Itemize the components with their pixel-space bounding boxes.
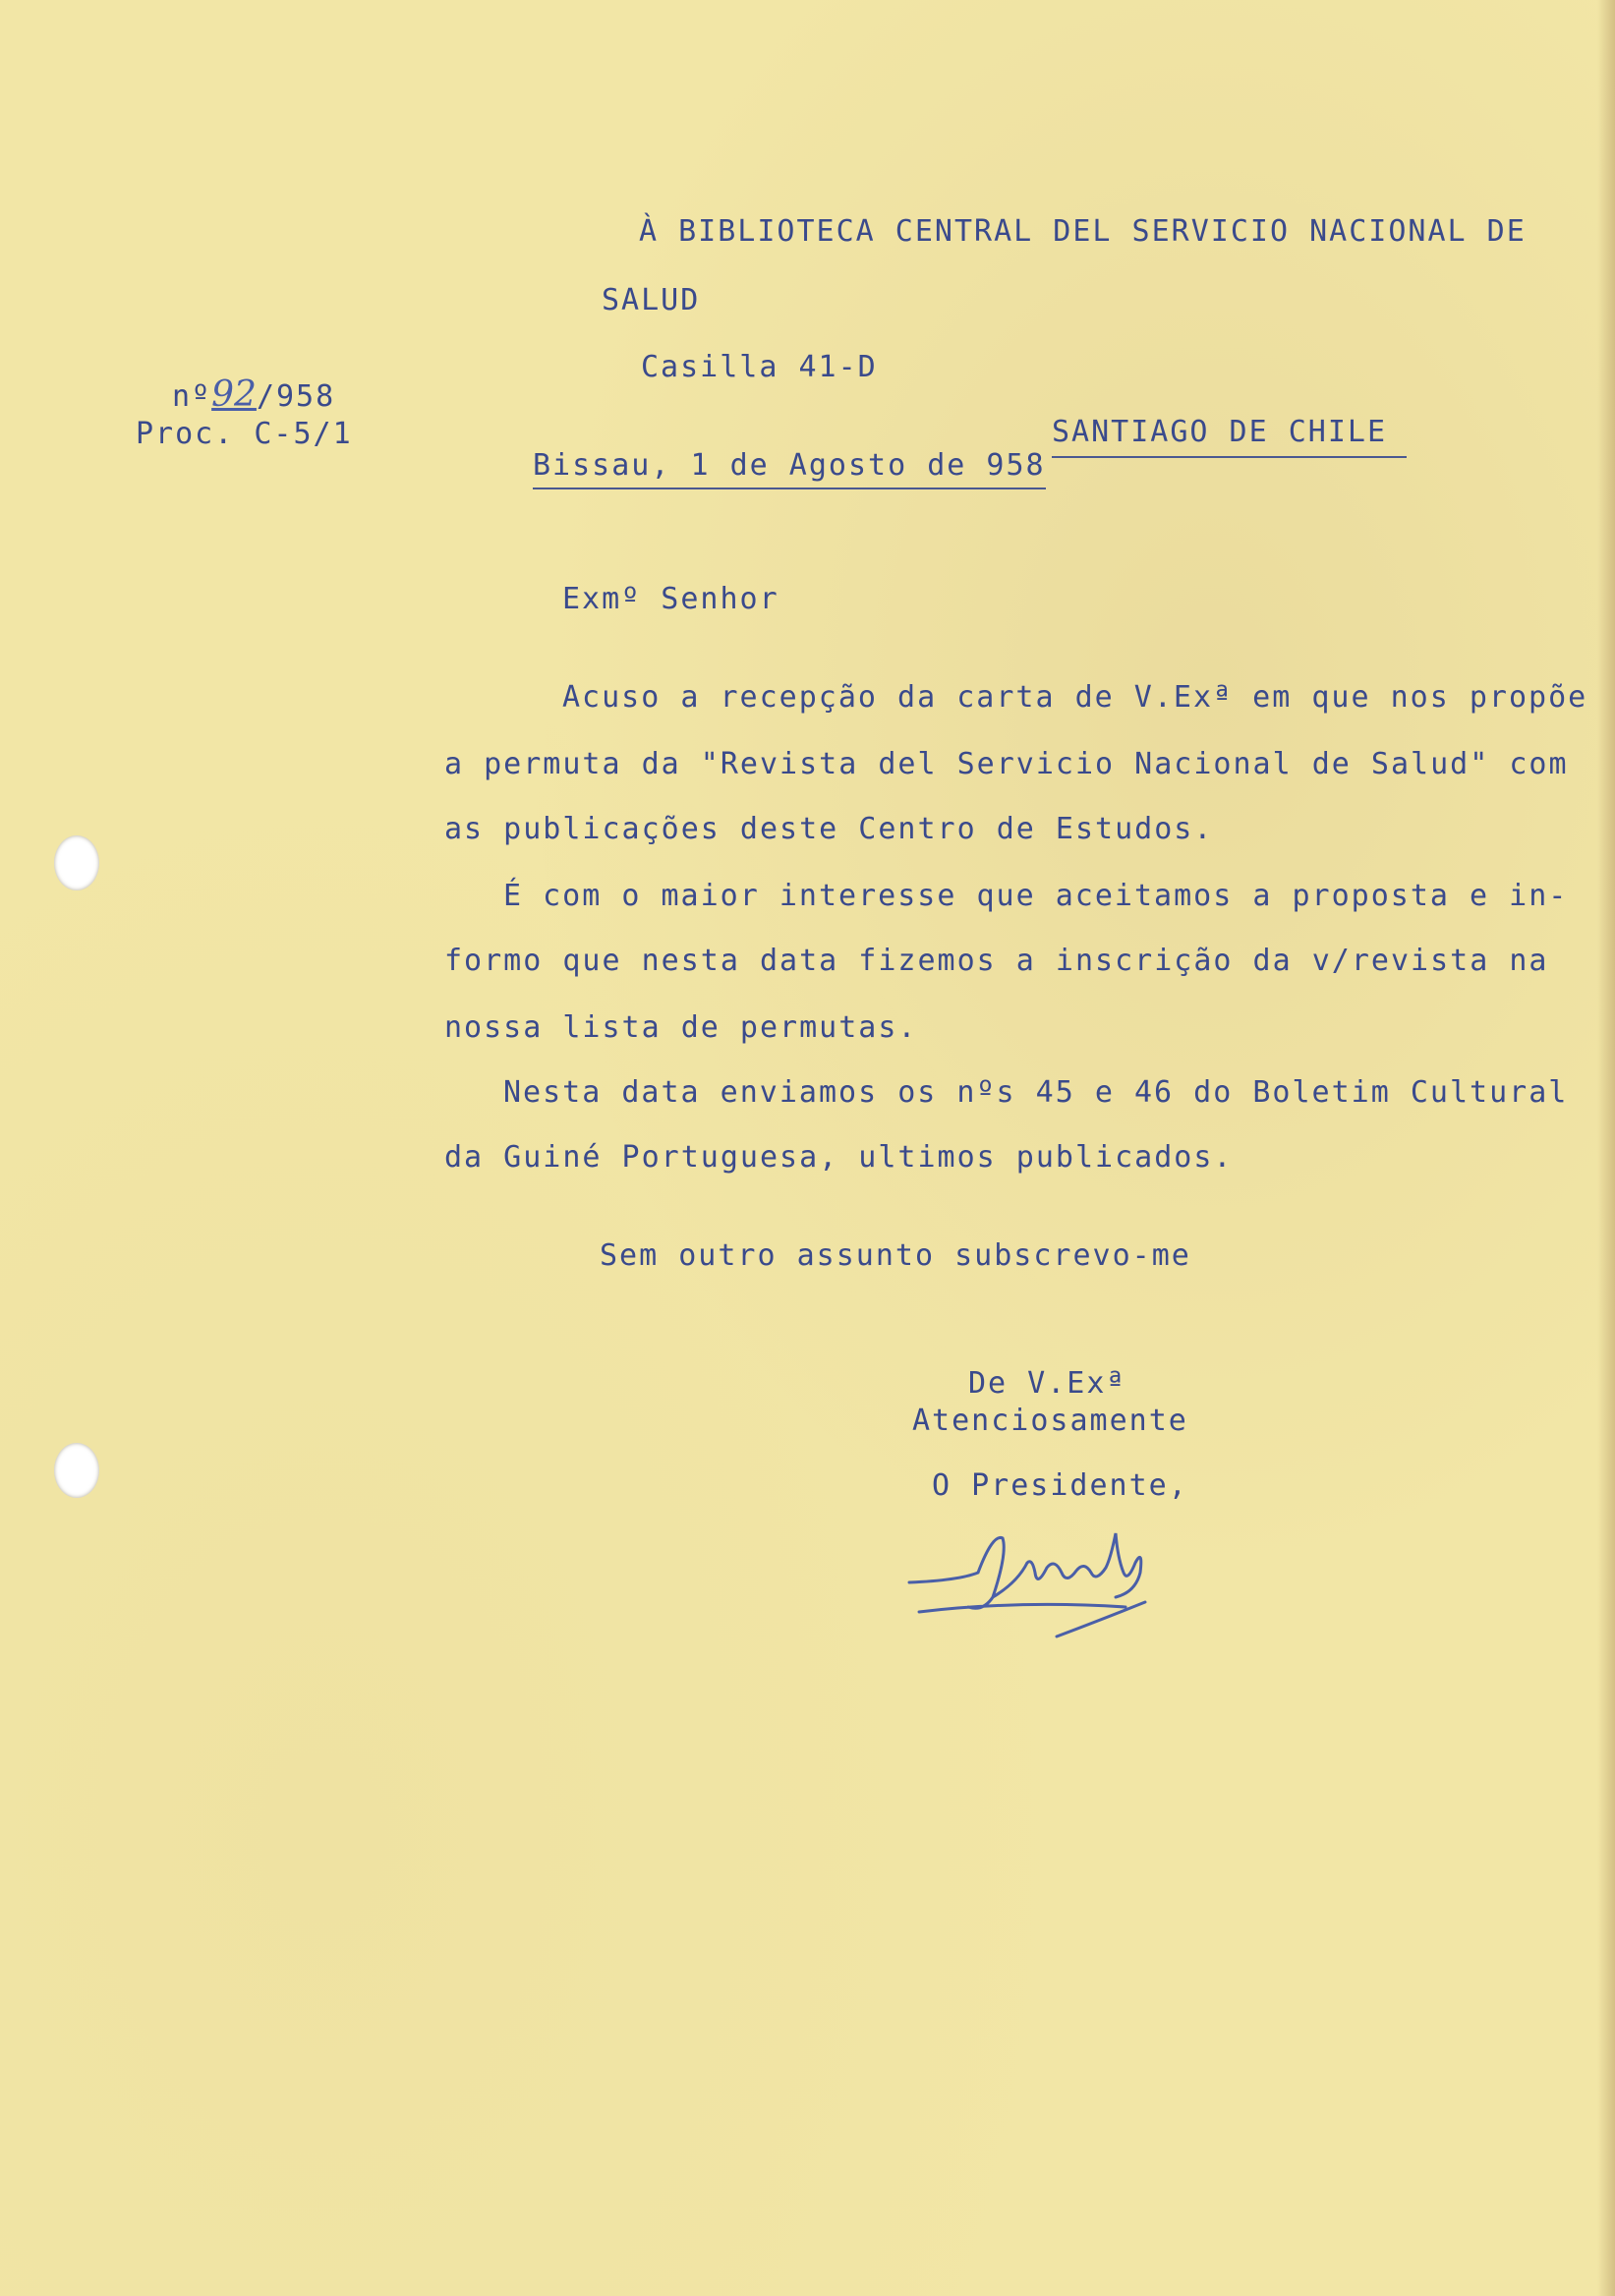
closing-line: Sem outro assunto subscrevo-me (600, 1238, 1191, 1273)
signature-stroke (909, 1533, 1145, 1636)
salutation: Exmº Senhor (562, 582, 779, 616)
reference-number-prefix: nº (172, 379, 212, 414)
sign-off-line-2: Atenciosamente (912, 1404, 1188, 1438)
place-date: Bissau, 1 de Agosto de 958 (533, 448, 1046, 489)
handwritten-signature (899, 1514, 1224, 1661)
body-line: Nesta data enviamos os nºs 45 e 46 do Boletim Cultural (503, 1075, 1569, 1110)
reference-number-suffix: /958 (256, 379, 336, 414)
body-line: nossa lista de permutas. (444, 1010, 918, 1045)
body-line: É com o maior interesse que aceitamos a proposta e in- (503, 879, 1569, 913)
sign-off-line-1: De V.Exª (968, 1366, 1126, 1401)
sign-off-line-3: O Presidente, (932, 1468, 1188, 1503)
reference-number (172, 374, 336, 415)
addressee-line-3: Casilla 41-D (641, 350, 878, 384)
body-line: formo que nesta data fizemos a inscrição da v/revista na (444, 944, 1549, 978)
punch-hole (54, 835, 99, 890)
reference-process: Proc. C-5/1 (136, 417, 353, 451)
addressee-line-4: SANTIAGO DE CHILE (1052, 415, 1407, 458)
addressee-line-2: SALUD (602, 283, 701, 317)
body-line: as publicações deste Centro de Estudos. (444, 812, 1214, 846)
reference-number-handwritten: 92 (211, 374, 257, 415)
paper-edge (1597, 0, 1615, 2296)
punch-hole (54, 1443, 99, 1498)
body-line: a permuta da "Revista del Servicio Nacional de Salud" com (444, 747, 1569, 781)
body-line: Acuso a recepção da carta de V.Exª em que nos propõe (562, 680, 1588, 715)
addressee-line-1: À BIBLIOTECA CENTRAL DEL SERVICIO NACIONAL DE (639, 214, 1527, 249)
body-line: da Guiné Portuguesa, ultimos publicados. (444, 1140, 1234, 1175)
